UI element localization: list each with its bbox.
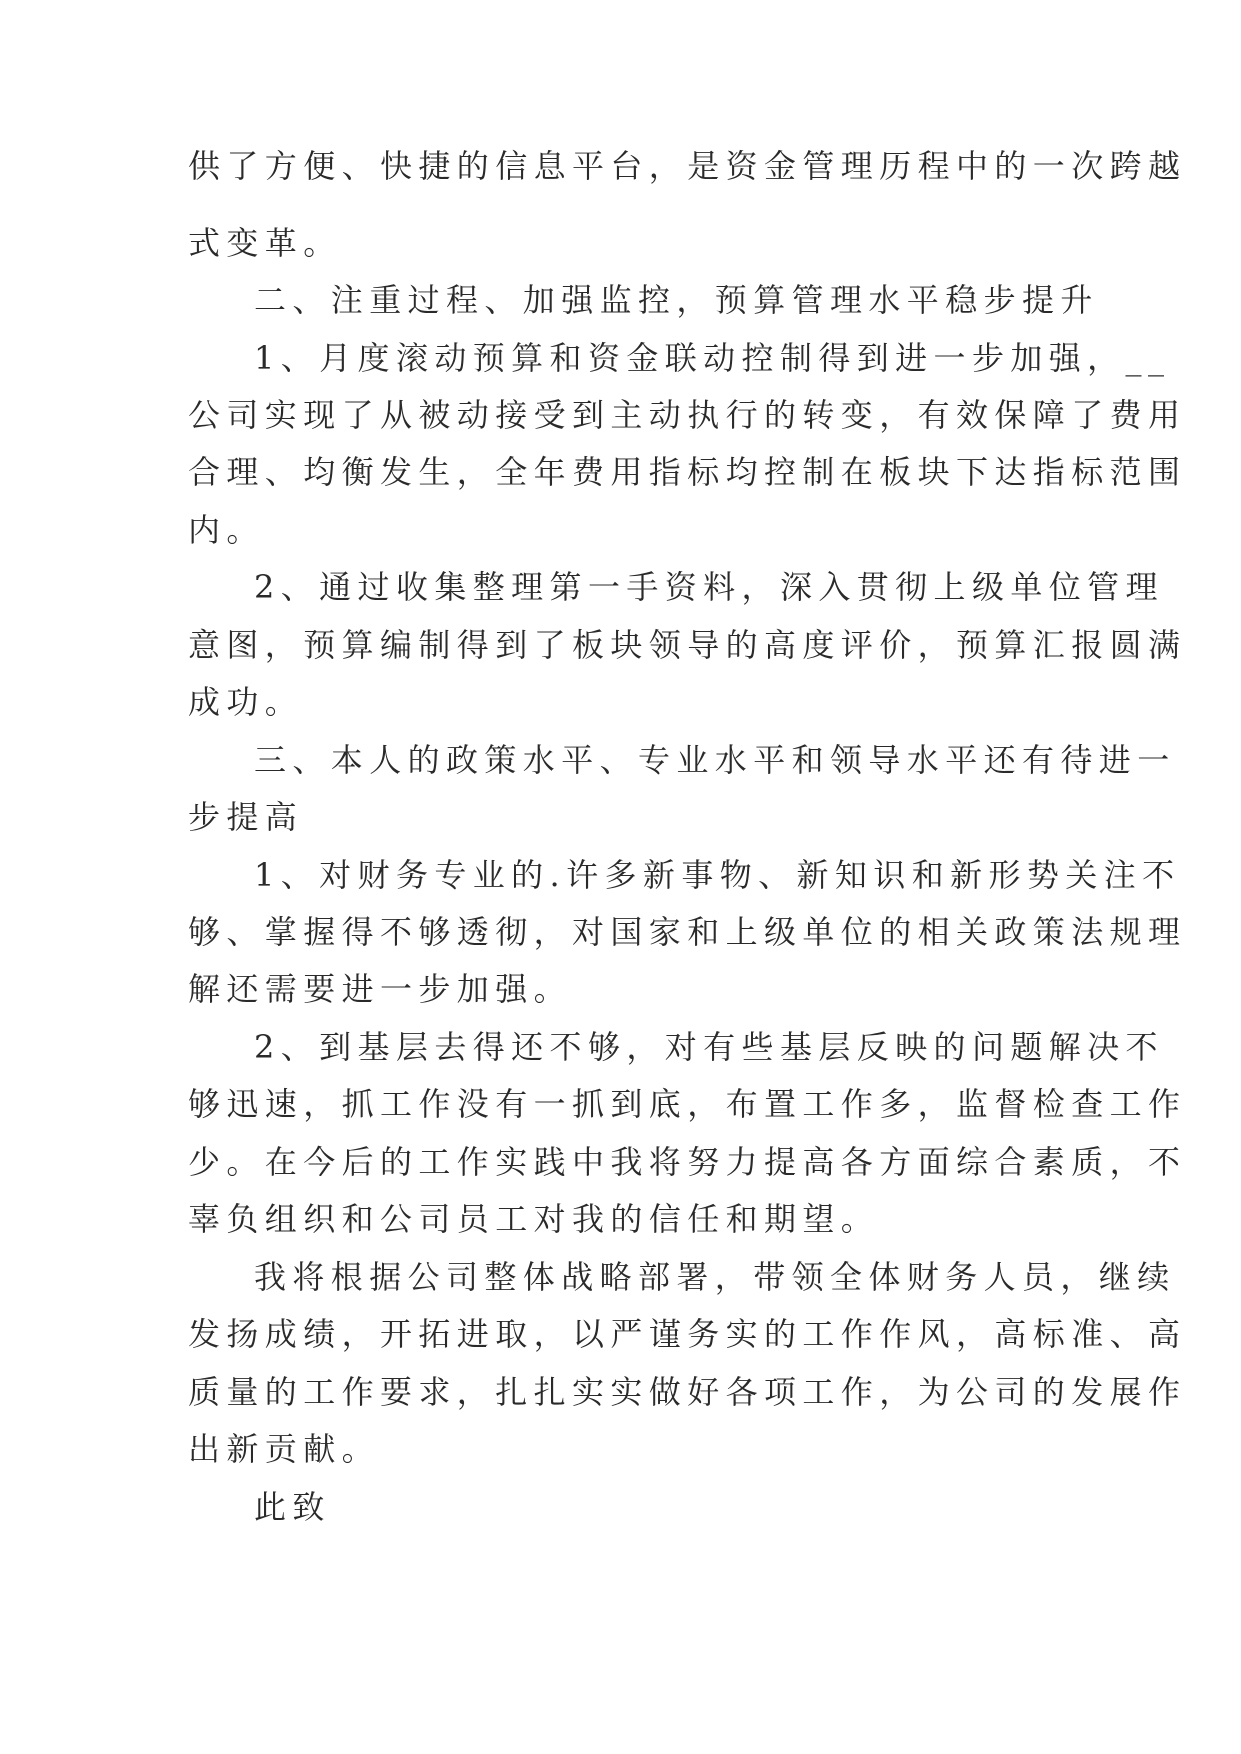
section-heading: 步提高 (188, 798, 304, 836)
text-line: 内。 (188, 511, 265, 549)
text-line: 够、掌握得不够透彻，对国家和上级单位的相关政策法规理 (188, 913, 1187, 951)
text-line: 够迅速，抓工作没有一抓到底，布置工作多，监督检查工作 (188, 1085, 1187, 1123)
text-line: 式变革。 (188, 224, 342, 262)
text-line: 2、通过收集整理第一手资料，深入贯彻上级单位管理 (254, 568, 1164, 606)
text-line: 少。在今后的工作实践中我将努力提高各方面综合素质，不 (188, 1143, 1187, 1181)
section-heading: 三、本人的政策水平、专业水平和领导水平还有待进一 (254, 741, 1176, 779)
text-line: 2、到基层去得还不够，对有些基层反映的问题解决不 (254, 1028, 1164, 1066)
section-heading: 二、注重过程、加强监控，预算管理水平稳步提升 (254, 281, 1099, 319)
text-line: 解还需要进一步加强。 (188, 970, 573, 1008)
text-line: 1、月度滚动预算和资金联动控制得到进一步加强，__ (254, 339, 1171, 377)
text-line: 成功。 (188, 683, 304, 721)
text-line: 辜负组织和公司员工对我的信任和期望。 (188, 1200, 880, 1238)
text-line: 合理、均衡发生，全年费用指标均控制在板块下达指标范围 (188, 453, 1187, 491)
text-line: 出新贡献。 (188, 1430, 381, 1468)
text-line: 1、对财务专业的.许多新事物、新知识和新形势关注不 (254, 856, 1181, 894)
text-line: 我将根据公司整体战略部署，带领全体财务人员，继续 (254, 1258, 1176, 1296)
text-line: 发扬成绩，开拓进取，以严谨务实的工作作风，高标准、高 (188, 1315, 1187, 1353)
text-line: 意图，预算编制得到了板块领导的高度评价，预算汇报圆满 (188, 626, 1187, 664)
text-line: 公司实现了从被动接受到主动执行的转变，有效保障了费用 (188, 396, 1187, 434)
closing-salutation: 此致 (254, 1488, 331, 1526)
text-line: 质量的工作要求，扎扎实实做好各项工作，为公司的发展作 (188, 1373, 1187, 1411)
text-line: 供了方便、快捷的信息平台，是资金管理历程中的一次跨越 (188, 147, 1187, 185)
